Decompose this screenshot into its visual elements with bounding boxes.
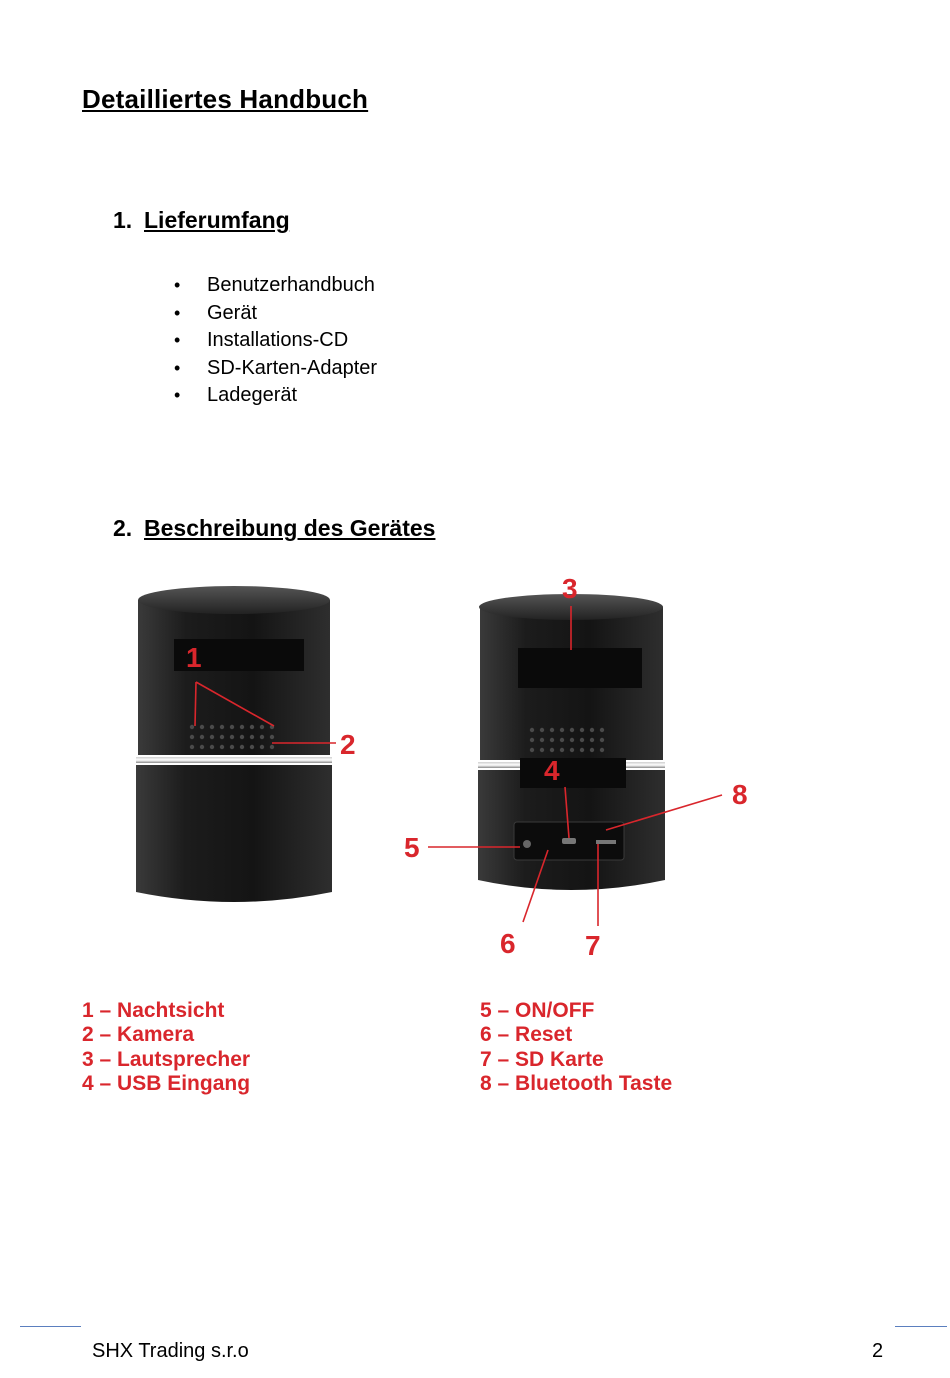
callout-3: 3 bbox=[562, 573, 578, 604]
list-item: • Installations-CD bbox=[174, 327, 377, 355]
device-illustration bbox=[0, 560, 950, 980]
power-switch bbox=[523, 840, 531, 848]
callout-line-1a bbox=[195, 682, 196, 726]
callout-8: 8 bbox=[732, 779, 748, 810]
legend-left bbox=[82, 999, 250, 1096]
section-1-title: Lieferumfang bbox=[144, 207, 290, 233]
legend-item: 4 – USB Eingang bbox=[82, 1071, 251, 1095]
page-title: Detailliertes Handbuch bbox=[82, 84, 369, 114]
callout-2: 2 bbox=[340, 729, 356, 760]
callout-5: 5 bbox=[404, 832, 420, 863]
legend-item: 8 – Bluetooth Taste bbox=[480, 1071, 673, 1095]
legend-item: 3 – Lautsprecher bbox=[82, 1047, 251, 1071]
legend-item: 7 – SD Karte bbox=[480, 1047, 604, 1071]
list-item: • Benutzerhandbuch bbox=[174, 272, 377, 300]
footer-company: SHX Trading s.r.o bbox=[92, 1340, 249, 1362]
device-top bbox=[138, 586, 330, 614]
callout-1: 1 bbox=[186, 642, 202, 673]
section-2-heading bbox=[113, 515, 435, 542]
section-1-heading bbox=[113, 207, 290, 234]
legend-item: 5 – ON/OFF bbox=[480, 999, 595, 1022]
usb-port bbox=[562, 838, 576, 844]
usb-window bbox=[520, 758, 626, 788]
section-2-title: Beschreibung des Gerätes bbox=[144, 515, 436, 541]
footer-rule-right bbox=[895, 1326, 947, 1327]
callout-4: 4 bbox=[544, 755, 560, 786]
callout-7: 7 bbox=[585, 930, 601, 961]
speaker-window bbox=[518, 648, 642, 688]
speaker-grille bbox=[190, 725, 274, 749]
device-lower-body bbox=[136, 765, 332, 902]
legend-item: 2 – Kamera bbox=[82, 1023, 195, 1047]
list-item: • SD-Karten-Adapter bbox=[174, 355, 377, 383]
sd-slot bbox=[596, 840, 616, 844]
device-front-view bbox=[136, 586, 332, 902]
legend-item: 6 – Reset bbox=[480, 1023, 573, 1047]
section-1-number: 1. bbox=[113, 207, 133, 233]
callout-6: 6 bbox=[500, 928, 516, 959]
legend-right bbox=[480, 999, 672, 1096]
legend-item: 1 – Nachtsicht bbox=[82, 999, 225, 1022]
page-number: 2 bbox=[872, 1340, 884, 1362]
section-2-number: 2. bbox=[113, 515, 133, 541]
device-ring bbox=[136, 757, 332, 763]
list-item: • Ladegerät bbox=[174, 382, 377, 410]
contents-list bbox=[174, 272, 377, 410]
footer-rule-left bbox=[20, 1326, 81, 1327]
list-item: • Gerät bbox=[174, 300, 377, 328]
